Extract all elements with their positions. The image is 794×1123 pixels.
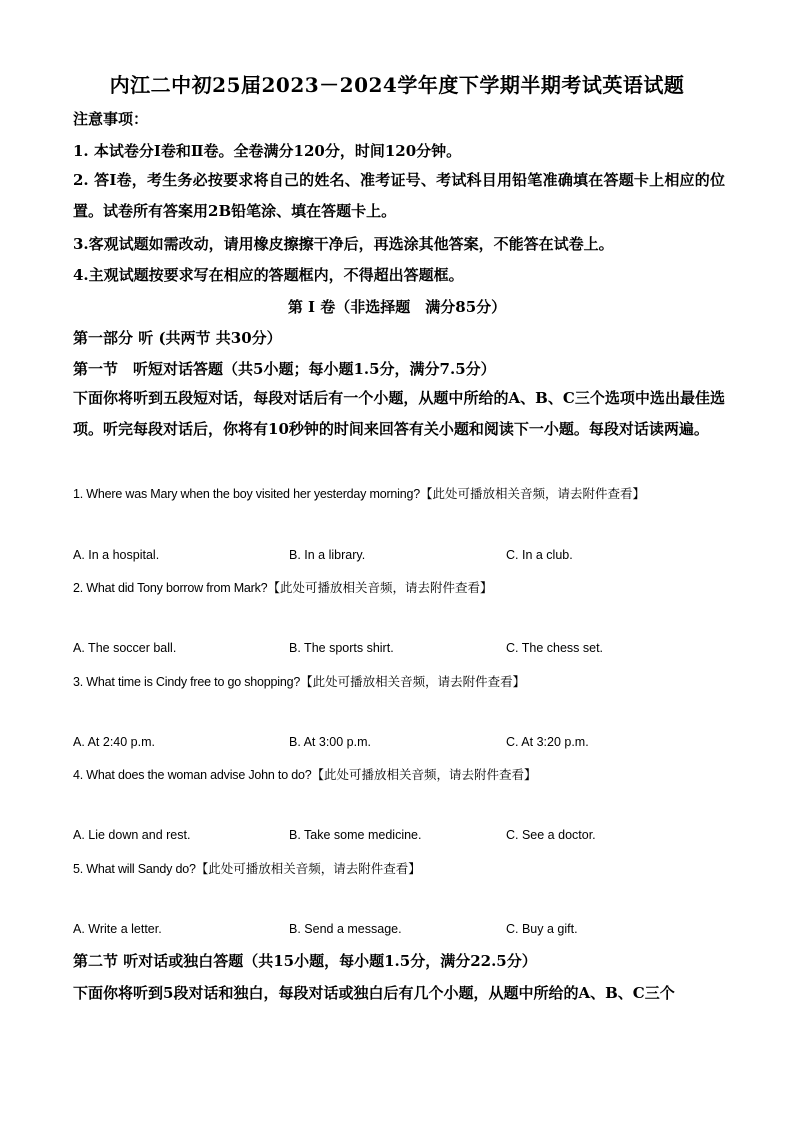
question-2 — [73, 578, 492, 596]
option-2c: C. The chess set. — [506, 641, 604, 655]
question-1 — [73, 484, 645, 502]
audio-note: 【此处可播放相关音频，请去附件查看】 — [195, 861, 421, 876]
option-3b: B. At 3:00 p.m. — [289, 735, 371, 749]
section1-instructions: 下面你将听到五段短对话，每段对话后有一个小题，从题中所给的A、B、C三个选项中选出最佳选项。听完每段对话后，你将有10秒钟的时间来回答有关小题和阅读下一小题。每段对话读两遍。 — [73, 389, 725, 438]
notice-item-1: 1. 本试卷分Ⅰ卷和Ⅱ卷。全卷满分120分，时间120分钟。 — [73, 142, 462, 160]
volume-heading: 第 Ⅰ 卷（非选择题 满分85分） — [287, 298, 507, 316]
option-4c: C. See a doctor. — [506, 828, 596, 842]
option-1b: B. In a library. — [289, 548, 366, 562]
notice-item-2: 2. 答Ⅰ卷，考生务必按要求将自己的姓名、准考证号、考试科目用铅笔准确填在答题卡上相应的位置。试卷所有答案用2B铅笔涂、填在答题卡上。 — [73, 171, 725, 220]
part1-heading: 第一部分 听 (共两节 共30分） — [73, 329, 282, 347]
document-title: 内江二中初25届2023－2024学年度下学期半期考试英语试题 — [109, 73, 685, 97]
option-5b: B. Send a message. — [289, 922, 402, 936]
option-4b: B. Take some medicine. — [289, 828, 422, 842]
section2-heading: 第二节 听对话或独白答题（共15小题，每小题1.5分，满分22.5分） — [73, 952, 537, 970]
option-4a: A. Lie down and rest. — [73, 828, 191, 842]
question-5 — [73, 859, 421, 877]
notice-item-3: 3.客观试题如需改动，请用橡皮擦擦干净后，再选涂其他答案，不能答在试卷上。 — [73, 235, 614, 253]
question-3 — [73, 672, 525, 690]
audio-note: 【此处可播放相关音频，请去附件查看】 — [420, 486, 646, 501]
option-5c: C. Buy a gift. — [506, 922, 578, 936]
option-2b: B. The sports shirt. — [289, 641, 394, 655]
audio-note: 【此处可播放相关音频，请去附件查看】 — [311, 767, 537, 782]
question-4 — [73, 765, 537, 783]
audio-note: 【此处可播放相关音频，请去附件查看】 — [267, 580, 493, 595]
question-text: 5. What will Sandy do? — [73, 862, 196, 876]
question-text: 4. What does the woman advise John to do? — [73, 768, 312, 782]
question-text: 3. What time is Cindy free to go shopping? — [73, 675, 301, 689]
section1-heading: 第一节 听短对话答题（共5小题；每小题1.5分，满分7.5分） — [73, 360, 496, 378]
option-1a: A. In a hospital. — [73, 548, 160, 562]
option-5a: A. Write a letter. — [73, 922, 162, 936]
notice-heading: 注意事项： — [73, 110, 149, 128]
option-3c: C. At 3:20 p.m. — [506, 735, 589, 749]
option-1c: C. In a club. — [506, 548, 573, 562]
question-text: 2. What did Tony borrow from Mark? — [73, 581, 268, 595]
question-text: 1. Where was Mary when the boy visited her yesterday morning? — [73, 487, 420, 501]
notice-item-4: 4.主观试题按要求写在相应的答题框内，不得超出答题框。 — [73, 266, 464, 284]
option-3a: A. At 2:40 p.m. — [73, 735, 155, 749]
section2-instructions: 下面你将听到5段对话和独白，每段对话或独白后有几个小题，从题中所给的A、B、C三个 — [73, 984, 675, 1002]
option-2a: A. The soccer ball. — [73, 641, 177, 655]
audio-note: 【此处可播放相关音频，请去附件查看】 — [300, 674, 526, 689]
